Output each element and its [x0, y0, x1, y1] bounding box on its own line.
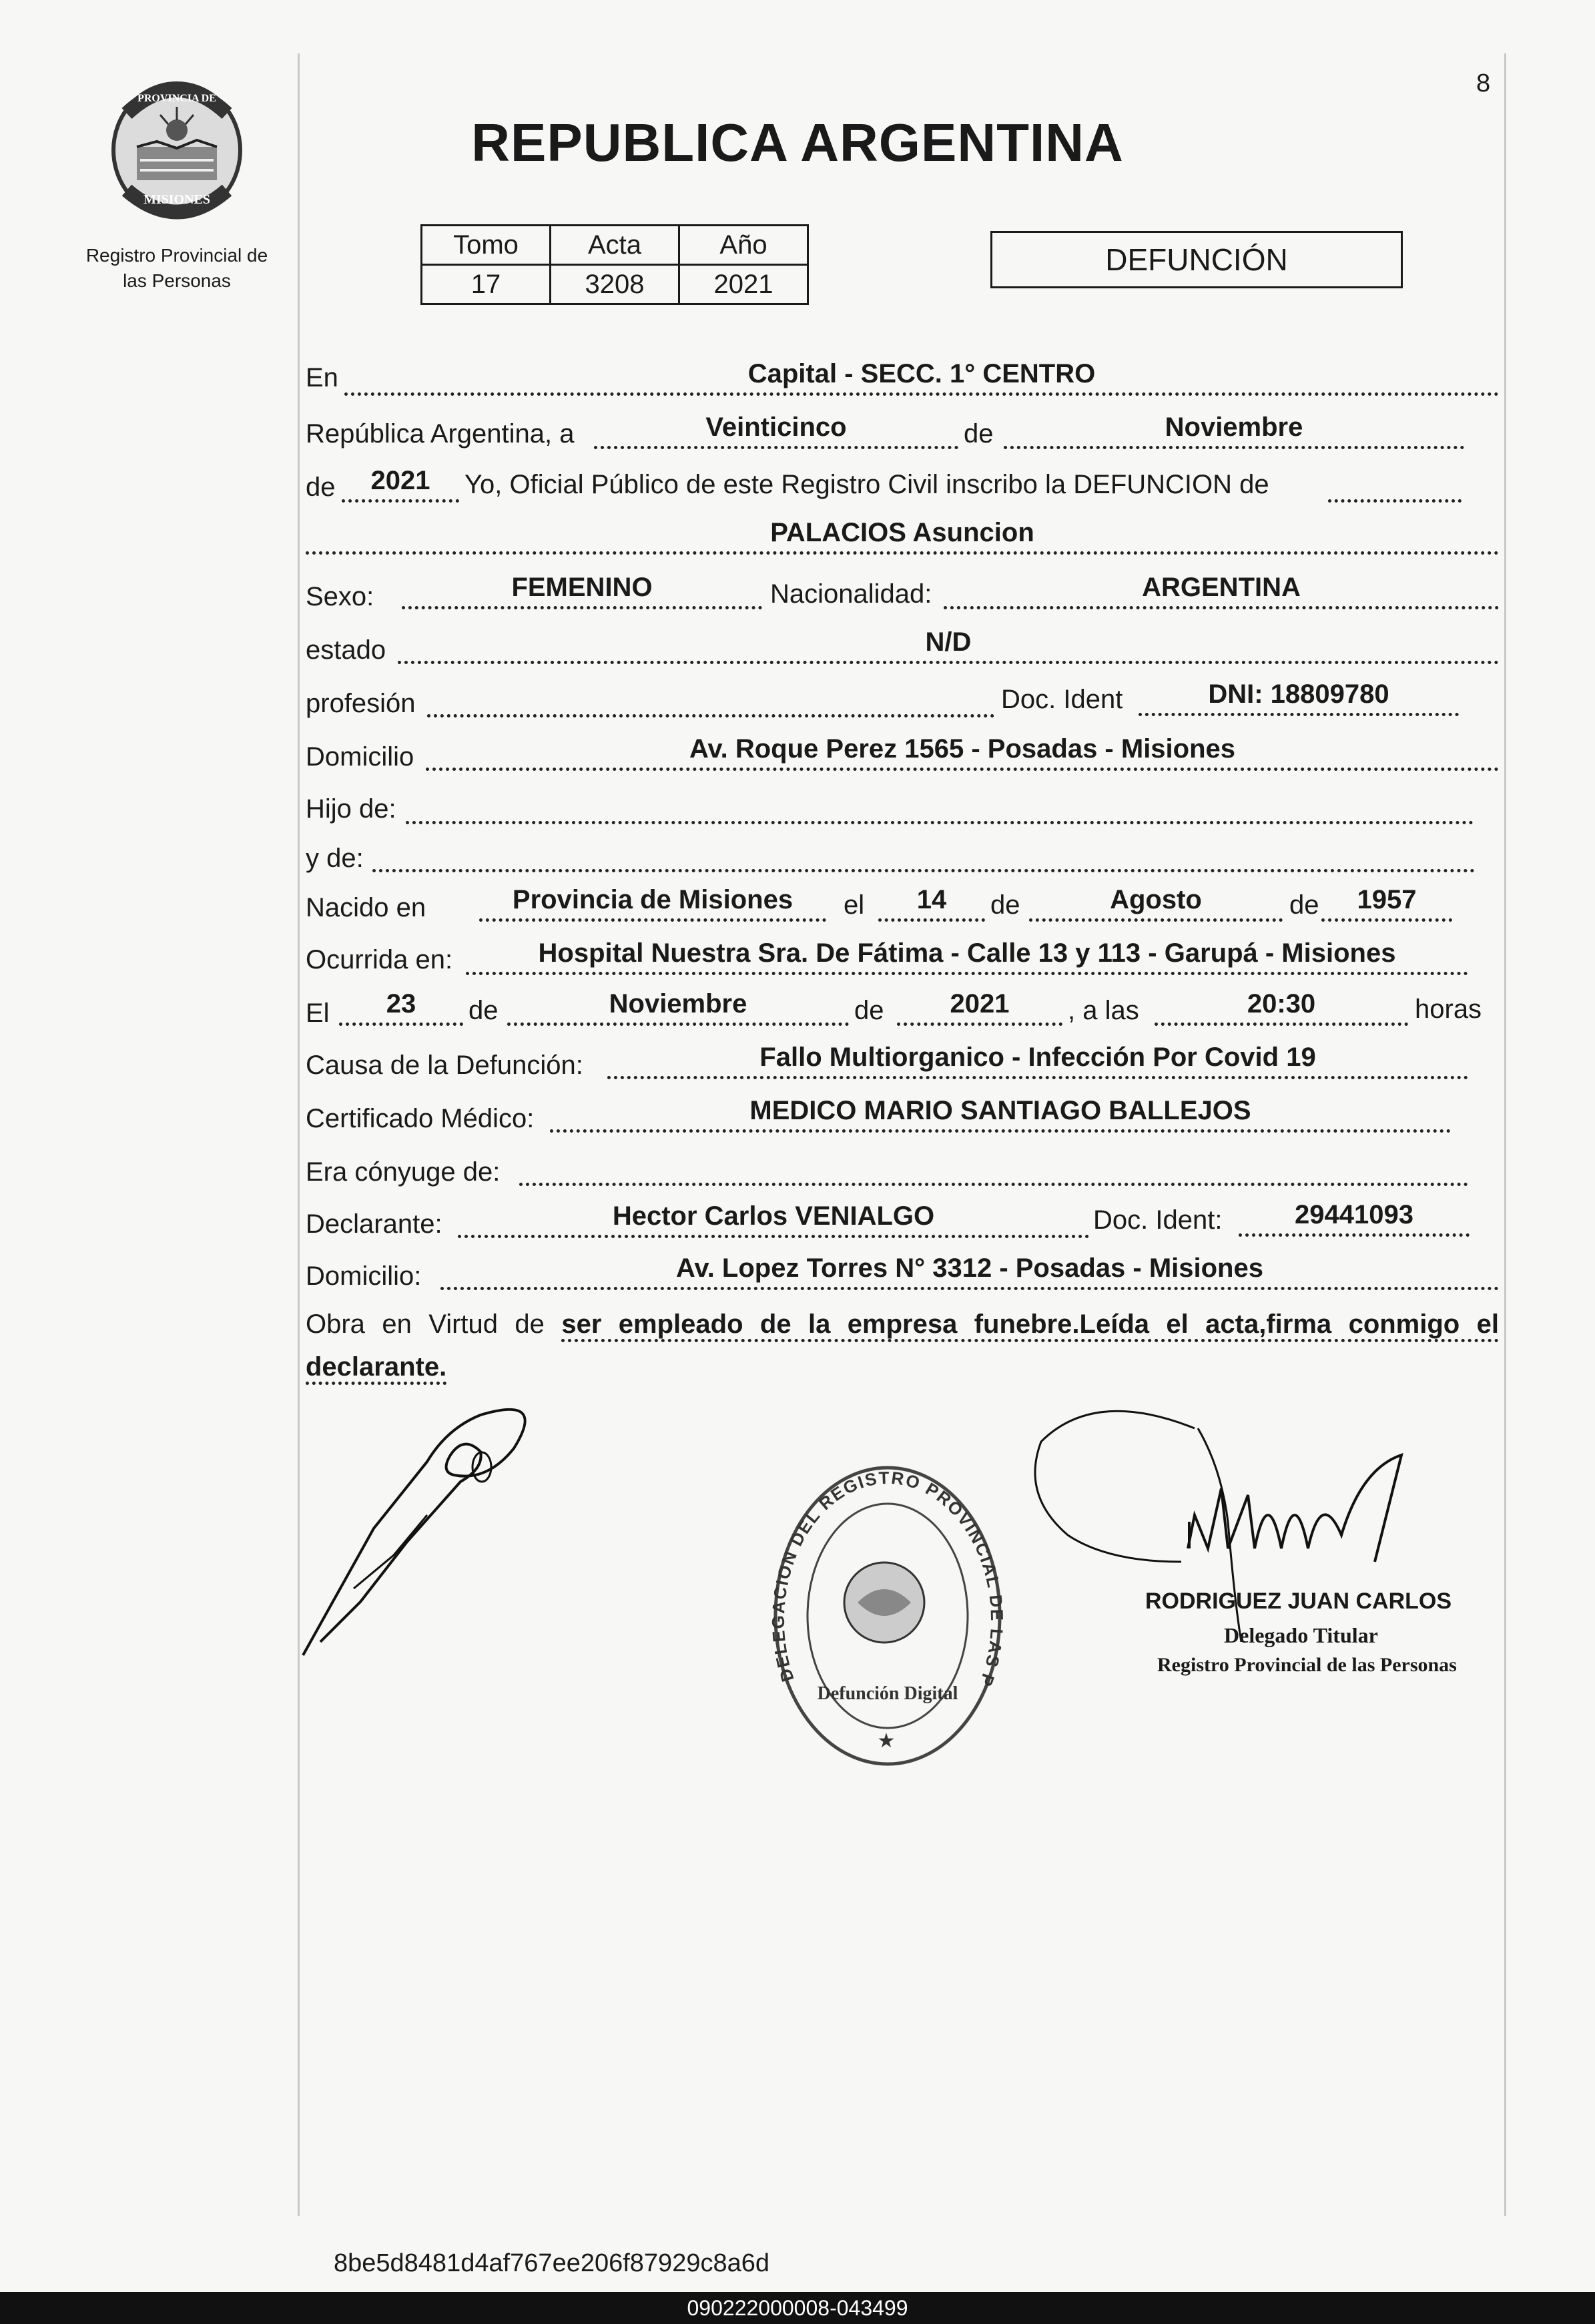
def-hora-field: 20:30 — [1155, 989, 1408, 1026]
ocurrida-label: Ocurrida en: — [306, 945, 453, 974]
estado-field: N/D — [398, 627, 1499, 664]
doc-ident-label-2: Doc. Ident: — [1093, 1205, 1223, 1235]
domicilio-label: Domicilio — [306, 742, 414, 772]
y-de-field — [372, 836, 1475, 872]
estado-label: estado — [306, 635, 386, 665]
sexo-label: Sexo: — [306, 582, 374, 611]
el-label-2: El — [306, 998, 330, 1028]
declarante-field: Hector Carlos VENIALGO — [458, 1201, 1089, 1238]
de-label-6: de — [854, 996, 884, 1025]
obra-en-virtud-paragraph — [306, 1303, 1499, 1388]
def-dia-field: 23 — [339, 989, 463, 1026]
logo-caption-line2: las Personas — [123, 270, 231, 291]
mes-field: Noviembre — [1004, 412, 1464, 449]
record-table-header-row — [422, 226, 808, 265]
en-label: En — [306, 363, 338, 392]
domicilio-field: Av. Roque Perez 1565 - Posadas - Misiones — [426, 734, 1499, 771]
stamp-star-icon: ★ — [877, 1730, 896, 1752]
domicilio-field-2: Av. Lopez Torres N° 3312 - Posadas - Misiones — [440, 1253, 1499, 1290]
anio-field: 2021 — [342, 466, 459, 503]
right-margin-line — [1504, 53, 1506, 2216]
inscribo-trailing-field — [1328, 466, 1462, 503]
stamp-outer-text: DELEGACION DEL REGISTRO PROVINCIAL DE LAS P — [767, 1467, 1008, 1691]
obra-field: ser empleado de la empresa funebre.Leída el acta,firma conmigo el declarante. — [306, 1310, 1499, 1385]
footer-code-bar — [0, 2292, 1595, 2324]
record-table-value-row — [422, 265, 808, 304]
sexo-field: FEMENINO — [402, 573, 762, 609]
anio-value: 2021 — [679, 265, 808, 304]
tomo-header: Tomo — [422, 226, 551, 265]
logo-caption-line1: Registro Provincial de — [85, 245, 268, 266]
doc-ident-field: DNI: 18809780 — [1139, 679, 1459, 716]
record-table — [420, 224, 809, 305]
conyuge-field — [519, 1149, 1468, 1186]
page-title: REPUBLICA ARGENTINA — [471, 113, 1124, 172]
logo-top-text: PROVINCIA DE — [137, 93, 216, 104]
horas-label: horas — [1415, 994, 1482, 1024]
causa-field: Fallo Multiorganico - Infección Por Covid 19 — [607, 1043, 1468, 1079]
de-label-3: de — [990, 890, 1020, 920]
nac-mes-field: Agosto — [1029, 885, 1283, 922]
inscribo-text: Yo, Oficial Público de este Registro Civil inscribo la DEFUNCION de — [464, 470, 1269, 499]
declarante-label: Declarante: — [306, 1209, 442, 1239]
de-label-5: de — [468, 996, 499, 1025]
signatory-role: Delegado Titular — [1224, 1623, 1378, 1647]
record-type-box: DEFUNCIÓN — [990, 231, 1403, 288]
nacionalidad-field: ARGENTINA — [944, 573, 1499, 609]
nacido-field: Provincia de Misiones — [479, 885, 826, 922]
stamp-inner-text: Defunción Digital — [817, 1683, 958, 1704]
page-number: 8 — [1476, 69, 1491, 97]
de-label-1: de — [964, 419, 994, 449]
acta-header: Acta — [551, 226, 679, 265]
acta-value: 3208 — [551, 265, 679, 304]
en-field: Capital - SECC. 1° CENTRO — [344, 359, 1499, 396]
nac-dia-field: 14 — [878, 885, 985, 922]
dia-field: Veinticinco — [594, 412, 958, 449]
province-seal-logo — [100, 67, 254, 227]
domicilio-label-2: Domicilio: — [306, 1261, 422, 1291]
obra-label: Obra en Virtud de — [306, 1310, 545, 1339]
el-label: el — [844, 890, 865, 920]
nacionalidad-label: Nacionalidad: — [770, 579, 932, 609]
y-de-label: y de: — [306, 844, 364, 873]
profesion-field — [427, 681, 994, 717]
doc-ident-field-2: 29441093 — [1239, 1200, 1470, 1237]
anio-header: Año — [679, 226, 808, 265]
footer-code: 090222000008-043499 — [687, 2295, 908, 2320]
document-hash: 8be5d8481d4af767ee206f87929c8a6d — [334, 2249, 769, 2277]
hijo-field — [406, 788, 1474, 824]
causa-label: Causa de la Defunción: — [306, 1051, 583, 1080]
signatory-org: Registro Provincial de las Personas — [1157, 1654, 1457, 1676]
hijo-label: Hijo de: — [306, 794, 396, 824]
logo-caption — [60, 243, 294, 294]
republica-label: República Argentina, a — [306, 419, 575, 449]
nombre-field: PALACIOS Asuncion — [306, 518, 1499, 555]
registry-stamp — [767, 1459, 1008, 1773]
nacido-label: Nacido en — [306, 893, 426, 922]
signatory-name: RODRIGUEZ JUAN CARLOS — [1145, 1588, 1452, 1614]
doc-ident-label: Doc. Ident — [1001, 685, 1123, 714]
ocurrida-field: Hospital Nuestra Sra. De Fátima - Calle 13 y 113 - Garupá - Misiones — [466, 938, 1468, 975]
profesion-label: profesión — [306, 689, 416, 718]
conyuge-label: Era cónyuge de: — [306, 1157, 501, 1187]
logo-bottom-text: MISIONES — [143, 192, 211, 207]
certificado-field: MEDICO MARIO SANTIAGO BALLEJOS — [550, 1096, 1451, 1133]
left-margin-line — [298, 53, 300, 2216]
de-label-2: de — [306, 473, 336, 502]
tomo-value: 17 — [422, 265, 551, 304]
nac-anio-field: 1957 — [1321, 885, 1452, 922]
a-las-label: , a las — [1068, 996, 1139, 1025]
def-mes-field: Noviembre — [507, 989, 849, 1026]
def-anio-field: 2021 — [897, 989, 1062, 1026]
de-label-4: de — [1289, 890, 1319, 920]
declarante-signature — [294, 1388, 561, 1669]
certificado-label: Certificado Médico: — [306, 1104, 535, 1133]
